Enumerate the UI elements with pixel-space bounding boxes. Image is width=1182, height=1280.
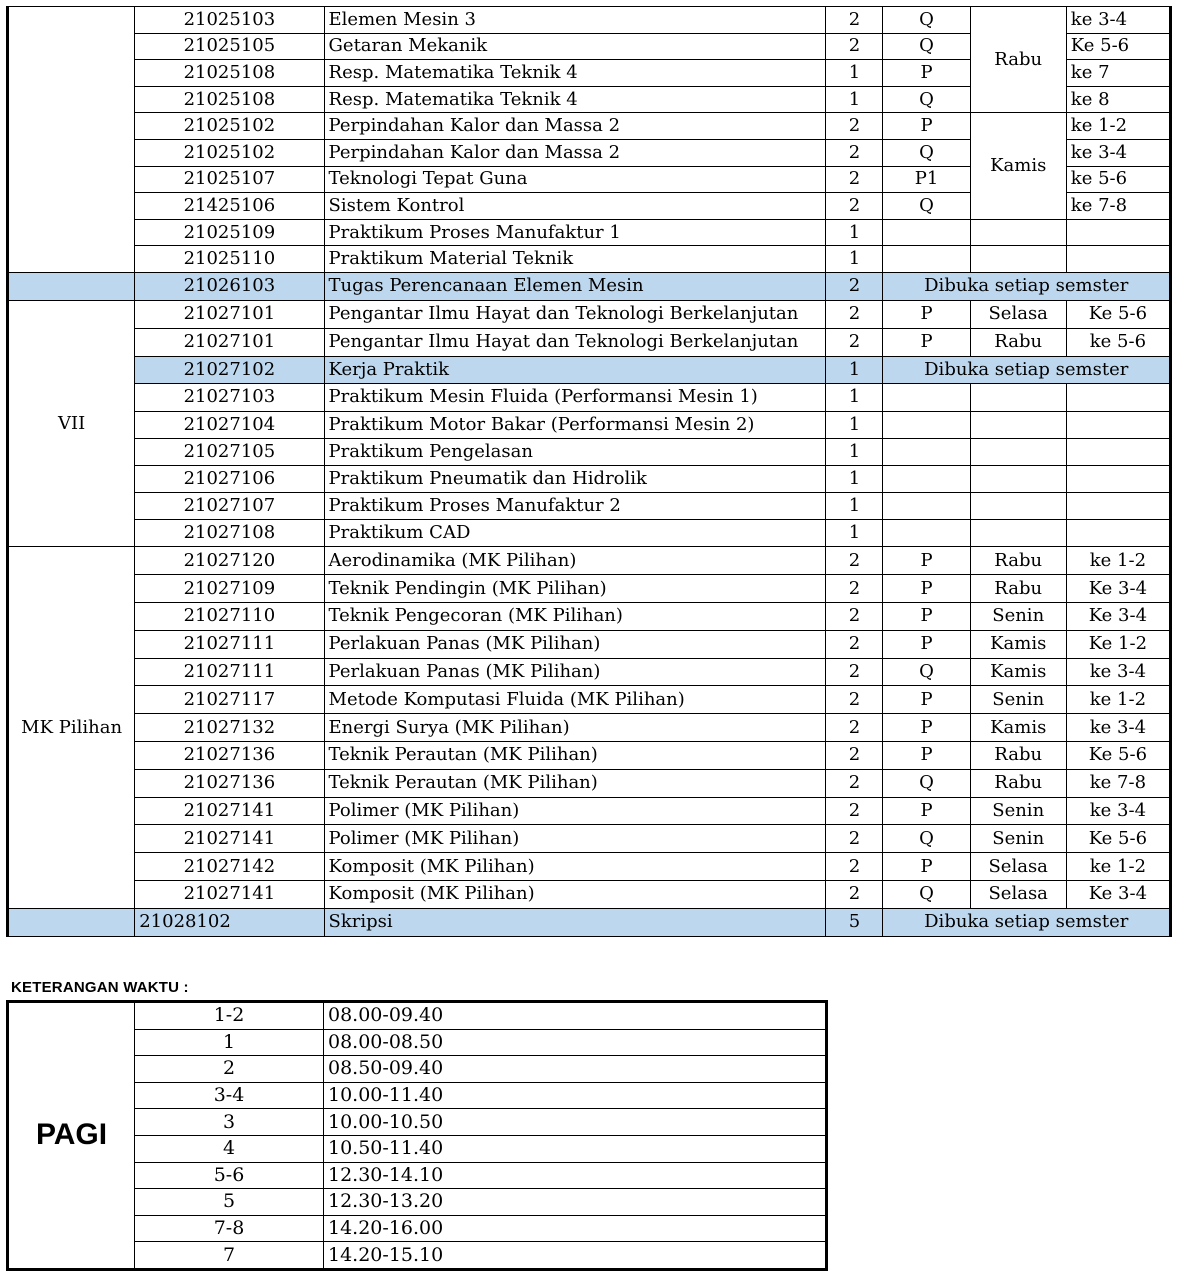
course-name: Praktikum Material Teknik: [324, 246, 826, 273]
course-day: Kamis: [970, 630, 1066, 658]
table-row: [8, 7, 1171, 34]
course-sks: 2: [826, 742, 883, 770]
course-sks: 2: [826, 328, 883, 356]
course-sks: 2: [826, 797, 883, 825]
course-code: 21027142: [135, 853, 324, 881]
course-slot: ke 5-6: [1066, 166, 1170, 193]
course-name: Elemen Mesin 3: [324, 7, 826, 34]
course-day: Selasa: [970, 853, 1066, 881]
course-name: Teknik Pendingin (MK Pilihan): [324, 575, 826, 603]
course-code: 21027104: [135, 411, 324, 438]
course-day: [970, 438, 1066, 465]
course-name: Skripsi: [324, 908, 826, 936]
course-code: 21027141: [135, 825, 324, 853]
course-slot: ke 3-4: [1066, 7, 1170, 34]
course-day: Rabu: [970, 769, 1066, 797]
course-class: Q: [883, 769, 970, 797]
time-legend-table: [6, 1000, 828, 1271]
course-day: Senin: [970, 825, 1066, 853]
course-slot: ke 5-6: [1066, 328, 1170, 356]
course-code: 21425106: [135, 193, 324, 220]
course-sks: 1: [826, 520, 883, 547]
course-name: Praktikum Pneumatik dan Hidrolik: [324, 465, 826, 492]
slot-number: 1: [135, 1029, 324, 1056]
course-name: Polimer (MK Pilihan): [324, 825, 826, 853]
course-sks: 2: [826, 630, 883, 658]
schedule-table: [6, 6, 1172, 937]
course-slot: [1066, 493, 1170, 520]
table-row: [8, 411, 1171, 438]
course-class: Q: [883, 7, 970, 34]
course-class: P: [883, 547, 970, 575]
course-name: Pengantar Ilmu Hayat dan Teknologi Berkelanjutan: [324, 300, 826, 328]
course-slot: ke 1-2: [1066, 686, 1170, 714]
table-row: [8, 769, 1171, 797]
course-name: Teknik Perautan (MK Pilihan): [324, 742, 826, 770]
course-class: Q: [883, 139, 970, 166]
course-name: Teknik Perautan (MK Pilihan): [324, 769, 826, 797]
course-sks: 1: [826, 384, 883, 411]
table-row: [8, 908, 1171, 936]
course-class: P: [883, 714, 970, 742]
course-slot: Ke 3-4: [1066, 881, 1170, 909]
course-class: [883, 384, 970, 411]
course-sks: 1: [826, 356, 883, 384]
course-name: Polimer (MK Pilihan): [324, 797, 826, 825]
course-slot: Ke 5-6: [1066, 33, 1170, 60]
course-day: [970, 520, 1066, 547]
course-code: 21025110: [135, 246, 324, 273]
course-code: 21027141: [135, 881, 324, 909]
course-class: Q: [883, 658, 970, 686]
course-code: 21027102: [135, 356, 324, 384]
course-name: Praktikum Pengelasan: [324, 438, 826, 465]
table-row: [8, 493, 1171, 520]
course-class: Q: [883, 33, 970, 60]
course-name: Aerodinamika (MK Pilihan): [324, 547, 826, 575]
course-slot: Ke 3-4: [1066, 575, 1170, 603]
slot-time: 10.50-11.40: [324, 1135, 827, 1162]
course-sks: 2: [826, 769, 883, 797]
course-slot: ke 1-2: [1066, 853, 1170, 881]
course-sks: 2: [826, 7, 883, 34]
table-row: [8, 853, 1171, 881]
course-class: [883, 411, 970, 438]
course-code: 21027101: [135, 328, 324, 356]
course-code: 21025109: [135, 219, 324, 246]
table-row: [8, 714, 1171, 742]
table-row: [8, 547, 1171, 575]
course-sks: 1: [826, 411, 883, 438]
course-code: 21027111: [135, 630, 324, 658]
course-slot: ke 7: [1066, 60, 1170, 87]
course-name: Resp. Matematika Teknik 4: [324, 86, 826, 113]
slot-time: 08.00-08.50: [324, 1029, 827, 1056]
course-sks: 1: [826, 438, 883, 465]
course-class: [883, 246, 970, 273]
course-slot: Ke 5-6: [1066, 825, 1170, 853]
course-class: P: [883, 113, 970, 140]
course-class: Q: [883, 825, 970, 853]
course-sks: 2: [826, 881, 883, 909]
course-class: P: [883, 686, 970, 714]
slot-time: 08.50-09.40: [324, 1056, 827, 1083]
table-row: [8, 356, 1171, 384]
course-slot: ke 7-8: [1066, 193, 1170, 220]
course-code: 21027101: [135, 300, 324, 328]
course-schedule: [6, 6, 1172, 937]
course-code: 21027107: [135, 493, 324, 520]
course-day: Selasa: [970, 300, 1066, 328]
course-slot: Ke 5-6: [1066, 300, 1170, 328]
course-slot: [1066, 411, 1170, 438]
course-day: Rabu: [970, 742, 1066, 770]
slot-time: 10.00-11.40: [324, 1082, 827, 1109]
course-name: Perlakuan Panas (MK Pilihan): [324, 630, 826, 658]
course-sks: 2: [826, 113, 883, 140]
slot-time: 10.00-10.50: [324, 1109, 827, 1136]
session-label: PAGI: [8, 1002, 135, 1270]
course-name: Getaran Mekanik: [324, 33, 826, 60]
course-code: 21025102: [135, 113, 324, 140]
table-row: [8, 603, 1171, 631]
course-code: 21027106: [135, 465, 324, 492]
course-note: Dibuka setiap semster: [883, 356, 1171, 384]
course-code: 21025107: [135, 166, 324, 193]
course-code: 21027105: [135, 438, 324, 465]
course-name: Tugas Perencanaan Elemen Mesin: [324, 272, 826, 300]
course-code: 21025108: [135, 60, 324, 87]
course-class: P: [883, 742, 970, 770]
course-slot: Ke 5-6: [1066, 742, 1170, 770]
course-code: 21027103: [135, 384, 324, 411]
course-slot: ke 7-8: [1066, 769, 1170, 797]
course-day: [970, 384, 1066, 411]
course-day: Kamis: [970, 658, 1066, 686]
course-slot: ke 3-4: [1066, 658, 1170, 686]
slot-number: 3-4: [135, 1082, 324, 1109]
course-sks: 1: [826, 493, 883, 520]
table-row: [8, 300, 1171, 328]
course-name: Energi Surya (MK Pilihan): [324, 714, 826, 742]
course-day: Rabu: [970, 328, 1066, 356]
course-class: P: [883, 853, 970, 881]
semester-cell-blank: [8, 7, 135, 273]
course-sks: 2: [826, 547, 883, 575]
course-slot: Ke 1-2: [1066, 630, 1170, 658]
slot-time: 08.00-09.40: [324, 1002, 827, 1030]
course-sks: 2: [826, 825, 883, 853]
slot-number: 4: [135, 1135, 324, 1162]
course-day: [970, 411, 1066, 438]
course-sks: 2: [826, 686, 883, 714]
table-row: [8, 575, 1171, 603]
course-class: [883, 438, 970, 465]
course-slot: ke 1-2: [1066, 547, 1170, 575]
course-day: Senin: [970, 603, 1066, 631]
course-code: 21027111: [135, 658, 324, 686]
course-code: 21027136: [135, 742, 324, 770]
course-code: 21027120: [135, 547, 324, 575]
course-sks: 2: [826, 300, 883, 328]
course-class: Q: [883, 881, 970, 909]
table-row: [8, 465, 1171, 492]
course-slot: Ke 3-4: [1066, 603, 1170, 631]
course-day: Kamis: [970, 714, 1066, 742]
semester-cell-blank: [8, 272, 135, 300]
table-row: [8, 825, 1171, 853]
course-slot: ke 3-4: [1066, 139, 1170, 166]
course-code: 21025102: [135, 139, 324, 166]
slot-time: 14.20-15.10: [324, 1242, 827, 1270]
slot-number: 2: [135, 1056, 324, 1083]
course-name: Teknologi Tepat Guna: [324, 166, 826, 193]
course-class: [883, 493, 970, 520]
course-day: Kamis: [970, 113, 1066, 219]
slot-number: 7: [135, 1242, 324, 1270]
table-row: [8, 797, 1171, 825]
course-code: 21027109: [135, 575, 324, 603]
course-code: 21025103: [135, 7, 324, 34]
course-sks: 2: [826, 658, 883, 686]
course-class: P: [883, 328, 970, 356]
table-row: [8, 384, 1171, 411]
semester-label: VII: [8, 300, 135, 547]
course-class: [883, 520, 970, 547]
course-class: P: [883, 797, 970, 825]
course-name: Komposit (MK Pilihan): [324, 881, 826, 909]
course-slot: ke 1-2: [1066, 113, 1170, 140]
semester-cell-blank: [8, 908, 135, 936]
course-code: 21026103: [135, 272, 324, 300]
table-row: [8, 246, 1171, 273]
slot-number: 5: [135, 1189, 324, 1216]
course-class: P: [883, 575, 970, 603]
course-slot: [1066, 465, 1170, 492]
course-code: 21027117: [135, 686, 324, 714]
table-row: [8, 658, 1171, 686]
course-name: Kerja Praktik: [324, 356, 826, 384]
course-class: [883, 465, 970, 492]
course-name: Praktikum Proses Manufaktur 2: [324, 493, 826, 520]
course-name: Praktikum Motor Bakar (Performansi Mesin 2): [324, 411, 826, 438]
course-day: Rabu: [970, 7, 1066, 113]
course-code: 21027108: [135, 520, 324, 547]
course-slot: [1066, 438, 1170, 465]
course-code: 21028102: [135, 908, 324, 936]
table-row: [8, 630, 1171, 658]
course-slot: ke 8: [1066, 86, 1170, 113]
course-day: [970, 493, 1066, 520]
slot-number: 1-2: [135, 1002, 324, 1030]
course-sks: 5: [826, 908, 883, 936]
course-note: Dibuka setiap semster: [883, 908, 1171, 936]
course-name: Praktikum Proses Manufaktur 1: [324, 219, 826, 246]
table-row: [8, 113, 1171, 140]
course-day: Selasa: [970, 881, 1066, 909]
course-day: Rabu: [970, 547, 1066, 575]
course-slot: ke 3-4: [1066, 797, 1170, 825]
table-row: [8, 686, 1171, 714]
course-class: Q: [883, 193, 970, 220]
course-slot: [1066, 520, 1170, 547]
course-class: P1: [883, 166, 970, 193]
course-name: Perpindahan Kalor dan Massa 2: [324, 139, 826, 166]
course-sks: 1: [826, 219, 883, 246]
course-code: 21027110: [135, 603, 324, 631]
course-class: [883, 219, 970, 246]
course-sks: 2: [826, 575, 883, 603]
course-name: Pengantar Ilmu Hayat dan Teknologi Berkelanjutan: [324, 328, 826, 356]
course-day: Senin: [970, 686, 1066, 714]
course-class: P: [883, 630, 970, 658]
course-name: Sistem Kontrol: [324, 193, 826, 220]
course-sks: 2: [826, 139, 883, 166]
course-sks: 1: [826, 246, 883, 273]
course-day: Rabu: [970, 575, 1066, 603]
course-class: Q: [883, 86, 970, 113]
course-slot: ke 3-4: [1066, 714, 1170, 742]
course-sks: 1: [826, 60, 883, 87]
course-sks: 2: [826, 603, 883, 631]
course-code: 21025105: [135, 33, 324, 60]
course-name: Perpindahan Kalor dan Massa 2: [324, 113, 826, 140]
course-code: 21027132: [135, 714, 324, 742]
course-class: P: [883, 603, 970, 631]
time-row: [8, 1002, 827, 1030]
course-code: 21027136: [135, 769, 324, 797]
course-code: 21027141: [135, 797, 324, 825]
slot-time: 12.30-13.20: [324, 1189, 827, 1216]
course-class: P: [883, 300, 970, 328]
course-slot: [1066, 219, 1170, 246]
table-row: [8, 742, 1171, 770]
table-row: [8, 272, 1171, 300]
course-name: Praktikum CAD: [324, 520, 826, 547]
table-row: [8, 881, 1171, 909]
table-row: [8, 438, 1171, 465]
course-day: Senin: [970, 797, 1066, 825]
slot-time: 12.30-14.10: [324, 1162, 827, 1189]
course-sks: 1: [826, 465, 883, 492]
table-row: [8, 520, 1171, 547]
slot-number: 3: [135, 1109, 324, 1136]
course-day: [970, 465, 1066, 492]
course-sks: 2: [826, 193, 883, 220]
course-name: Metode Komputasi Fluida (MK Pilihan): [324, 686, 826, 714]
course-sks: 1: [826, 86, 883, 113]
keterangan-title: KETERANGAN WAKTU :: [11, 979, 189, 996]
course-day: [970, 246, 1066, 273]
slot-time: 14.20-16.00: [324, 1215, 827, 1242]
course-class: P: [883, 60, 970, 87]
slot-number: 7-8: [135, 1215, 324, 1242]
course-slot: [1066, 246, 1170, 273]
course-sks: 2: [826, 272, 883, 300]
course-sks: 2: [826, 853, 883, 881]
course-slot: [1066, 384, 1170, 411]
course-sks: 2: [826, 714, 883, 742]
course-sks: 2: [826, 33, 883, 60]
course-name: Praktikum Mesin Fluida (Performansi Mesin 1): [324, 384, 826, 411]
course-note: Dibuka setiap semster: [883, 272, 1171, 300]
course-name: Perlakuan Panas (MK Pilihan): [324, 658, 826, 686]
slot-number: 5-6: [135, 1162, 324, 1189]
course-name: Teknik Pengecoran (MK Pilihan): [324, 603, 826, 631]
course-sks: 2: [826, 166, 883, 193]
course-day: [970, 219, 1066, 246]
course-code: 21025108: [135, 86, 324, 113]
table-row: [8, 328, 1171, 356]
semester-label: MK Pilihan: [8, 547, 135, 908]
course-name: Resp. Matematika Teknik 4: [324, 60, 826, 87]
table-row: [8, 219, 1171, 246]
course-name: Komposit (MK Pilihan): [324, 853, 826, 881]
